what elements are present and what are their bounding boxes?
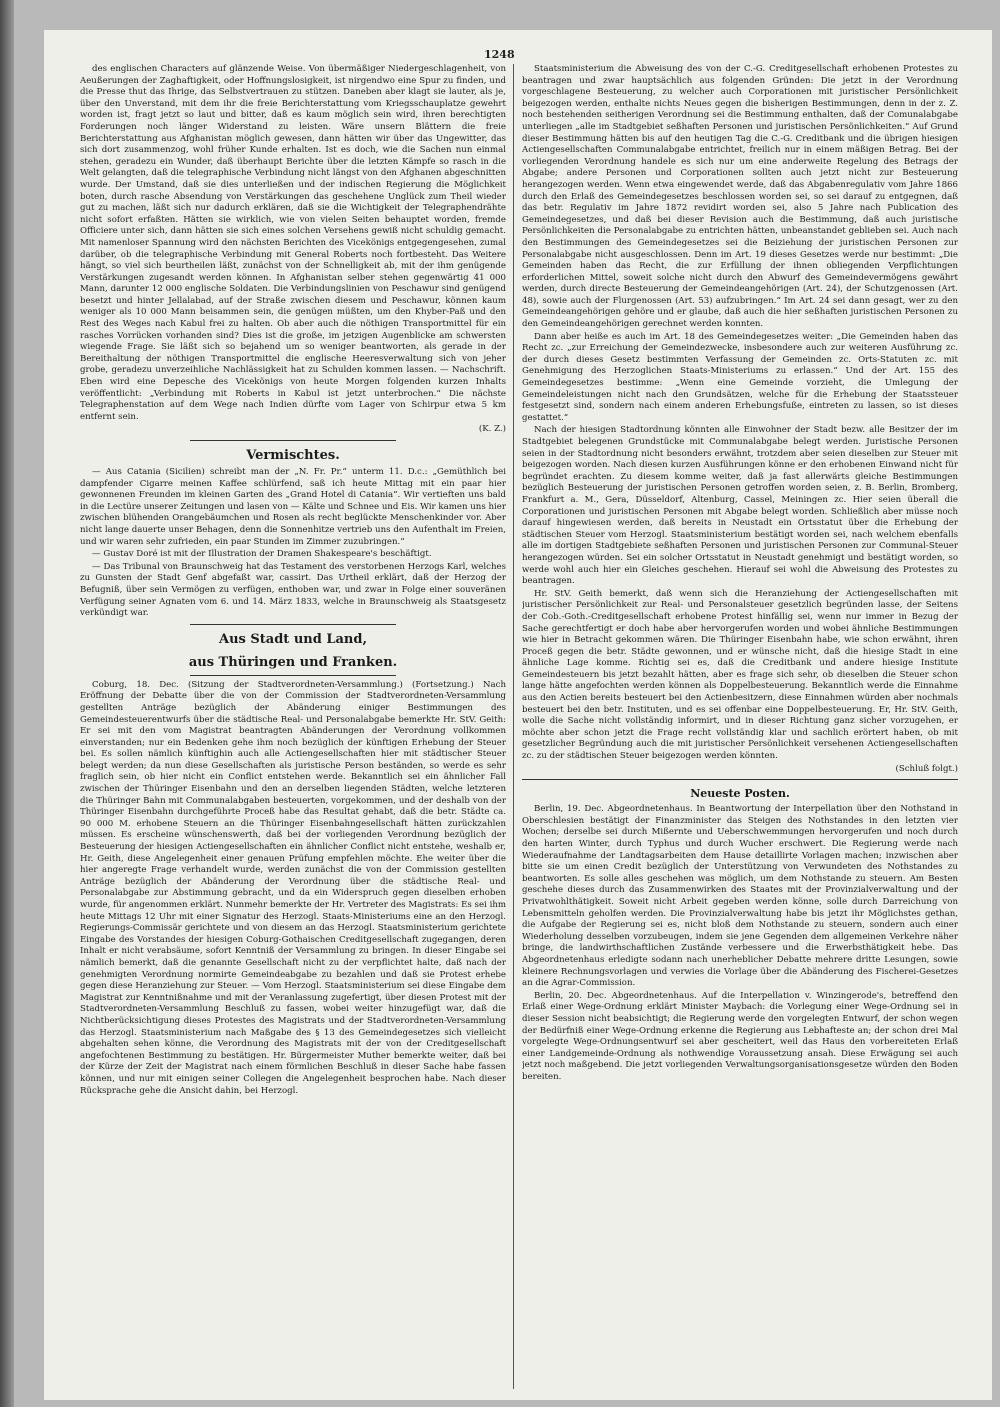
misc-item-braunschweig: — Das Tribunal von Braunschweig hat das Testament des verstorbenen Herzogs Karl, welches zu Gunsten der Stadt Genf abgefaßt war, cassirt. Das Urtheil erklärt, daß der Herzog der Befugniß, über sein Vermögen zu verfügen, enthoben war, und zwar in Folge einer souveränen Verfügung seiner Agnaten vom 6. und 14. März 1833, welche in Braunschweig als Staatsgesetz verkündigt war. bbox=[80, 561, 506, 619]
book-spine-shadow bbox=[0, 0, 14, 1407]
section-heading-neueste-posten: Neueste Posten. bbox=[690, 787, 790, 801]
article-source: (K. Z.) bbox=[478, 424, 506, 435]
news-item-berlin-19: Berlin, 19. Dec. Abgeordnetenhaus. In Beantwortung der Interpellation über den Nothstand in Oberschlesien bestätigt der Finanzminister das Steigen des Nothstandes in den letzten vier Wochen; derselbe sei durch Mißernte und Ueberschwemmungen hervorgerufen und noch durch den harten Winter, durch Typhus und durch Wucher erschwert. Die Regierung werde nach Wiederaufnahme der Landtagsarbeiten dem Hause detaillirte Vorlagen machen; inzwischen aber bitte sie um einen Credit bezüglich der Unterstützung von Verwundeten des Nothstandes zu beantworten. Es solle alles geschehen was möglich, um dem Nothstande zu steuern. Am Besten geschehe dieses durch das Zusammenwirken des Staates mit der Provinzialverwaltung und der Privatwohlthätigkeit. Soweit nicht Arbeit gegeben werden könne, solle durch Darreichung von Lebensmitteln geholfen werden. Die Provinzialverwaltung habe bis jetzt ihr Möglichstes gethan, die Aufgabe der Regierung sei es, nicht bloß dem Nothstande zu steuern, sondern auch einer Wiederholung desselben vorzubeugen, indem sie jene Gegenden dem allgemeinen Verkehre näher bringe, die landwirthschaftlichen Zustände verbessere und die Erwerbsthätigkeit hebe. Das Abgeordnetenhaus erledigte sodann nach unerheblicher Debatte mehrere dritte Lesungen, sowie kleinere Rechnungsvorlagen und verwies die Vorlage über die Abänderung des Fischerei-Gesetzes an die Agrar-Commission. bbox=[522, 804, 958, 989]
section-subheading-thueringen: aus Thüringen und Franken. bbox=[188, 654, 398, 670]
section-divider bbox=[190, 675, 396, 676]
article-coburg-paragraph: Dann aber heiße es auch im Art. 18 des Gemeindegesetzes weiter: „Die Gemeinden haben das Recht zc. „zur Erreichung der Gemeindezwecke, insbesondere auch zur weiteren Ausführung zc. der durch dieses Gesetz bestimmten Verfassung der Gemeinden zc. Orts-Statuten zc. mit Genehmigung des Herzoglichen Staats-Ministeriums zu erlassen.“ Und der Art. 155 des Gemeindegesetzes bestimme: „Wenn eine Gemeinde vorzieht, die Umlegung der Gemeindeleistungen nicht nach den Grundsätzen, welche für die Erhebung der Staatssteuer festgesetzt sind, sondern nach einem anderen Erhebungsfuße, eintreten zu lassen, so ist dieses gestattet.“ bbox=[522, 331, 958, 423]
section-heading-stadt-land: Aus Stadt und Land, bbox=[219, 631, 367, 647]
section-heading-vermischtes: Vermischtes. bbox=[246, 448, 340, 463]
article-coburg: Coburg, 18. Dec. (Sitzung der Stadtverordneten-Versammlung.) (Fortsetzung.) Nach Eröffnung der Debatte über die von der Commission der Stadtverordneten-Versammlung gestellten Anträge bezüglich der Abänderung einiger Bestimmungen des Gemeindesteuerentwurfs über die städtische Real- und Personalabgabe bemerkte Hr. StV. Geith: Er sei mit den vom Magistrat beantragten Abänderungen der Verordnung vollkommen einverstanden; nur ein Bedenken gehe ihm noch bezüglich der künftigen Erhebung der Steuer bei. Es sollen nämlich künftighin auch alle Actiengesellschaften hier mit städtischer Steuer belegt werden; da nun diese Gesellschaften als juristische Person beständen, so werde es sehr fraglich sein, ob hier nicht ein Conflict entstehen werde. Bekanntlich sei ein ähnlicher Fall zwischen der Thüringer Eisenbahn und den an derselben liegenden Städten, welche letzteren die Thüringer Bahn mit Communalabgaben besteuerten, vorgekommen, und der deshalb von der Thüringer Eisenbahn durchgeführte Proceß habe das Resultat gehabt, daß die betr. Städte ca. 90 000 M. erhobene Steuern an die Thüringer Eisenbahngesellschaft hätten zurückzahlen müssen. Es erscheine wünschenswerth, daß bei der vorliegenden Verordnung bezüglich der Besteuerung der hiesigen Actiengesellschaften ein ähnlicher Conflict nicht entstehe, weshalb er, Hr. Geith, diese Angelegenheit einer genauen Prüfung empfehlen möchte. Ehe weiter über die hier angeregte Frage verhandelt wurde, werden zunächst die von der Commission gestellten Anträge bezüglich der Abänderung der Verordnung über die städtische Real- und Personalabgabe zur Abstimmung gebracht, und da ein Widerspruch gegen dieselben erhoben wurde, für angenommen erklärt. Nunmehr bemerkte der Hr. Vertreter des Magistrats: Es sei ihm heute Mittags 12 Uhr mit einer Signatur des Herzogl. Staats-Ministeriums eine an den Herzogl. Regierungs-Commissär gerichtete und von diesem an das Herzogl. Staatsministerium gerichtete Eingabe des Vorstandes der hiesigen Coburg-Gothaischen Creditgesellschaft zugegangen, deren Inhalt er nicht verabsäume, sofort Kenntniß der Versammlung zu bringen. In dieser Eingabe sei nämlich bemerkt, daß die genannte Gesellschaft nicht zu der verpflichtet halte, daß nach der genehmigten Verordnung normirte Gemeindeabgabe zu bezahlen und daß sie Protest erhebe gegen diese Heranziehung zur Steuer. — Vom Herzogl. Staatsministerium sei diese Eingabe dem Magistrat zur Kenntnißnahme und mit der Veranlassung zugefertigt, über diesen Protest mit der Stadtverordneten-Versammlung Beschluß zu fassen, wobei weiter hinzugefügt war, daß die Nichtberücksichtigung dieses Protestes des Magistrats und der Stadtverordneten-Versammlung das Herzogl. Staatsministerium nach Maßgabe des § 13 des Gemeindegesetzes sich vielleicht abgehalten sehen könne, die Verordnung des Magistrats mit der von der Creditgesellschaft angefochtenen Bestimmung zu bestätigen. Hr. Bürgermeister Muther bemerkte weiter, daß bei der Kürze der Zeit der Magistrat nach einem förmlichen Beschluß in dieser Sache habe fassen können, und nur mit einigen seiner Collegen die Angelegenheit besprochen habe. Nach dieser Rücksprache gehe die Ansicht dahin, bei Herzogl. bbox=[80, 679, 506, 1096]
news-item-berlin-20: Berlin, 20. Dec. Abgeordnetenhaus. Auf die Interpellation v. Winzingerode's, betreffend den Erlaß einer Wege-Ordnung erklärt Minister Maybach: die Vorlegung einer Wege-Ordnung sei in dieser Session nicht beabsichtigt; die Regierung werde den vorgelegten Entwurf, der schon wegen der Bedürfniß einer Wege-Ordnung erkenne die Regierung aus Lebhafteste an; der schon drei Mal vorgelegte Wege-Ordnungsentwurf sei aber gescheitert, weil das Haus den vorbereiteten Erlaß einer Landgemeinde-Ordnung als nothwendige Voraussetzung ansah. Diese Erwägung sei auch jetzt noch maßgebend. Die jetzt vorliegenden Verwaltungsorganisationsgesetze würden den Boden bereiten. bbox=[522, 990, 958, 1082]
misc-item-catania: — Aus Catania (Sicilien) schreibt man der „N. Fr. Pr.“ unterm 11. D.c.: „Gemüthlich bei dampfender Cigarre meinen Kaffee schlürfend, saß ich heute Mittag mit ein paar hier gewonnenen Freunden im kleinen Garten des „Grand Hotel di Catania“. Wir vertieften uns bald in die Lectüre unserer Zeitungen und lasen von — Kälte und Schnee und Eis. Wir kamen uns hier zwischen blühenden Orangebäumchen und Rosen als recht beglückte Menschenkinder vor. Aber nicht lange dauerte unser Behagen, denn die Sonnenhitze vertrieb uns den Aufenthalt im Freien, und wir waren sehr zufrieden, ein paar Stunden im Zimmer zuzubringen.“ bbox=[80, 467, 506, 547]
article-coburg-continued: Staatsministerium die Abweisung des von der C.-G. Creditgesellschaft erhobenen Protestes zu beantragen und zwar hauptsächlich aus folgenden Gründen: Die jetzt in der Verordnung vorgeschlagene Besteuerung, zu welcher auch Corporationen mit juristischer Persönlichkeit beigezogen werden, enthalte nichts Neues gegen die bisherigen Bestimmungen, denn in der z. Z. noch bestehenden seitherigen Verordnung sei die Bestimmung enthalten, daß der Comunalabgabe unterliegen „alle im Stadtgebiet seßhaften Personen und juristischen Persönlichkeiten.“ Auf Grund dieser Bestimmung hätten bis auf den heutigen Tag die C.-G. Creditbank und die übrigen hiesigen Actiengesellschaften Communalabgabe entrichtet, freilich nur in einem mäßigen Betrag. Bei der vorliegenden Verordnung handele es sich nur um eine anderweite Regelung des Betrags der Abgabe; andere Personen und Corporationen sollten auch jetzt nicht zur Besteuerung herangezogen werden. Wenn etwa eingewendet werde, daß das Abgabenregulativ vom Jahre 1866 durch den Erlaß des Gemeindegesetzes beschlossen worden sei, so sei darauf zu entgegnen, daß das betr. Regulativ im Jahre 1872 revidirt worden sei, also 5 Jahre nach Publication des Gemeindegesetzes, und daß bei dieser Revision auch die Bestimmung, daß auch juristische Persönlichkeiten die Personalabgabe zu entrichten hätten, unbeanstandet geblieben sei. Auch nach den Bestimmungen des Gemeindegesetzes sei die Beiziehung der juristischen Personen zur Personalabgabe nicht ausgeschlossen. Denn im Art. 19 dieses Gesetzes werde nur bestimmt: „Die Gemeinden haben das Recht, die zur Erfüllung der ihnen obliegenden Verpflichtungen erforderlichen Mittel, soweit solche nicht durch den Abwurf des Gemeindevermögens gewährt werden, durch directe Besteuerung der Gemeindeangehörigen (Art. 24), der Schutzgenossen (Art. 48), sowie auch der Flurgenossen (Art. 53) aufzubringen.“ Im Art. 24 sei dann gesagt, wer zu den Gemeindeangehörigen gehöre und er glaube, daß auch die hier seßhaften juristischen Personen zu den Gemeindeangehörigen gerechnet werden konnten. bbox=[522, 64, 958, 330]
left-column bbox=[80, 64, 506, 1394]
article-afghanistan: des englischen Characters auf glänzende Weise. Von übermäßiger Niedergeschlagenheit, von Aeußerungen der Zaghaftigkeit, oder Hoffnungslosigkeit, ist nirgendwo eine Spur zu finden, und die Presse thut das Ihrige, das Selbstvertrauen zu stützen. Daneben aber klagt sie lauter, als je, über den Unverstand, mit dem ihr die freie Berichterstattung vom Kriegsschauplatze gewehrt worden ist, fragt jetzt so laut und bitter, daß es kaum möglich sein wird, ihren berechtigten Forderungen noch länger Widerstand zu leisten. Wäre unsern Blättern die freie Berichterstattung aus Afghanistan möglich gewesen, dann hätten wir über das Ungewitter, das sich dort zusammenzog, wohl früher Kunde erhalten. Ist es doch, wie die Sachen nun einmal stehen, geradezu ein Wunder, daß überhaupt Berichte über die letzten Kämpfe so rasch in die Welt gelangten, daß die telegraphische Verbindung nicht längst von den Afghanen abgeschnitten wurde. Der Umstand, daß sie dies unterließen und der indischen Regierung die Möglichkeit boten, durch rasche Absendung von Verstärkungen das geschehene Unglück zum Theil wieder gut zu machen, läßt sich nur dadurch erklären, daß sie die Wichtigkeit der Telegraphendrähte nicht sofort erfaßten. Hätten sie wirklich, wie von vielen Seiten behauptet worden, fremde Officiere unter sich, dann hätten sie sich eines solchen Versehens gewiß nicht schuldig gemacht. Mit namenloser Spannung wird den nächsten Berichten des Vicekönigs entgegengesehen, zumal darüber, ob die telegraphische Verbindung mit General Roberts noch fortbesteht. Das Weitere hängt, so viel sich beurtheilen läßt, zunächst von der Schnelligkeit ab, mit der ihm genügende Verstärkungen zugesandt werden können. In Afghanistan selber stehen gegenwärtig 41 000 Mann, darunter 12 000 englische Soldaten. Die Verbindungslinien von Peschawur sind genügend besetzt und hinter Jellalabad, auf der Straße zwischen diesem und Peschawur, können kaum weniger als 10 000 Mann beisammen sein, die genügen müßten, um den Khyber-Paß und den Rest des Weges nach Kabul frei zu halten. Ob aber auch die nöthigen Transportmittel für ein rasches Vorrücken vorhanden sind? Dies ist die große, im jetzigen Augenblicke am schwersten wiegende Frage. Sie läßt sich so bejahend um so weniger beantworten, als gerade in der Bereithaltung der nöthigen Transportmittel die englische Heeresverwaltung sich von jeher grobe, geradezu unverzeihliche Nachlässigkeit hat zu Schulden kommen lassen. — Nachschrift. Eben wird eine Depesche des Vicekönigs von heute Morgen folgenden kurzen Inhalts veröffentlicht: „Verbindung mit Roberts in Kabul ist jetzt unterbrochen.“ Die nächste Telegraphenstation auf dem Wege nach Indien dürfte vom Lager von Schirpur etwa 5 km entfernt sein. bbox=[80, 64, 506, 422]
continuation-note: (Schluß folgt.) bbox=[895, 763, 958, 774]
section-divider bbox=[190, 440, 396, 441]
article-coburg-paragraph: Nach der hiesigen Stadtordnung könnten alle Einwohner der Stadt bezw. alle Besitzer der im Stadtgebiet belegenen Grundstücke mit Communalabgabe belegt werden. Juristische Personen seien in der Stadtordnung nicht besonders erwähnt, trotzdem aber seien dieselben zur Steuer mit beigezogen worden. Nach diesen kurzen Ausführungen könne er den erhobenen Einwand nicht für begründet erachten. Zu diesem komme weiter, daß ja fast allerwärts gleiche Bestimmungen bezüglich Besteuerung der juristischen Personen getroffen worden seien, z. B. Berlin, Bromberg, Frankfurt a. M., Gera, Düsseldorf, Altenburg, Cassel, Meiningen zc. Hier seien überall die Corporationen und juristischen Personen mit Abgabe belegt worden. Schließlich aber müsse noch darauf hingewiesen werden, daß bereits in Neustadt ein Ortsstatut über die Erhebung der städtischen Steuer vom Herzogl. Staatsministerium bestätigt worden sei, nach welchem ebenfalls alle im dortigen Stadtgebiete seßhaften Personen und juristischen Personen zur Communal-Steuer herangezogen würden. Sei ein solcher Ortsstatut in Neustadt genehmigt und bestätigt worden, so werde wohl auch hier ein Gleiches geschehen. Hierauf sei wohl die Abweisung des Protestes zu beantragen. bbox=[522, 425, 958, 587]
misc-item-dore: — Gustav Doré ist mit der Illustration der Dramen Shakespeare's beschäftigt. bbox=[92, 549, 432, 560]
right-column bbox=[522, 64, 958, 1394]
section-divider bbox=[190, 624, 396, 625]
page-number: 1248 bbox=[484, 48, 515, 61]
newspaper-page bbox=[44, 30, 992, 1400]
article-coburg-paragraph: Hr. StV. Geith bemerkt, daß wenn sich die Heranziehung der Actiengesellschaften mit juristischer Persönlichkeit zur Real- und Personalsteuer gesetzlich begründen lasse, der Seitens der Cob.-Goth.-Creditgesellschaft erhobene Protest hinfällig sei, wenn nur immer in Bezug der Sache gerechtfertigt er doch habe aber hervorgerufen worden und wobei ähnliche Bestimmungen wie hier in Betracht gekommen wären. Die Thüringer Eisenbahn habe, wie schon erwähnt, ihren Proceß gegen die betr. Städte gewonnen, und er wünsche nicht, daß die hiesige Stadt in eine ähnliche Lage komme. Richtig sei es, daß die Creditbank und andere hiesige Institute Gemeindesteuern bis jetzt bezahlt hätten, aber es frage sich sehr, ob dieselben die Steuer schon lange hätte angefochten werden können als Doppelbesteuerung. Bekanntlich werde die Einnahme aus den Actien bereits besteuert bei den Actienbesitzern, diese Einnahmen würden aber nochmals besteuert bei den betr. Instituten, und es sei offenbar eine Doppelbesteuerung. Er, Hr. StV. Geith, wolle die Sache nicht vollständig informirt, und in dieser Richtung ganz sicher vorzugehen, er möchte aber schon jetzt die Frage recht vollständig klar und sachlich erörtert haben, ob mit gesetzlicher Begründung auch die mit juristischer Persönlichkeit versehenen Actiengesellschaften zc. zu der städtischen Steuer beigezogen werden könnten. bbox=[522, 588, 958, 762]
section-divider bbox=[522, 779, 958, 780]
column-divider bbox=[513, 64, 514, 1389]
